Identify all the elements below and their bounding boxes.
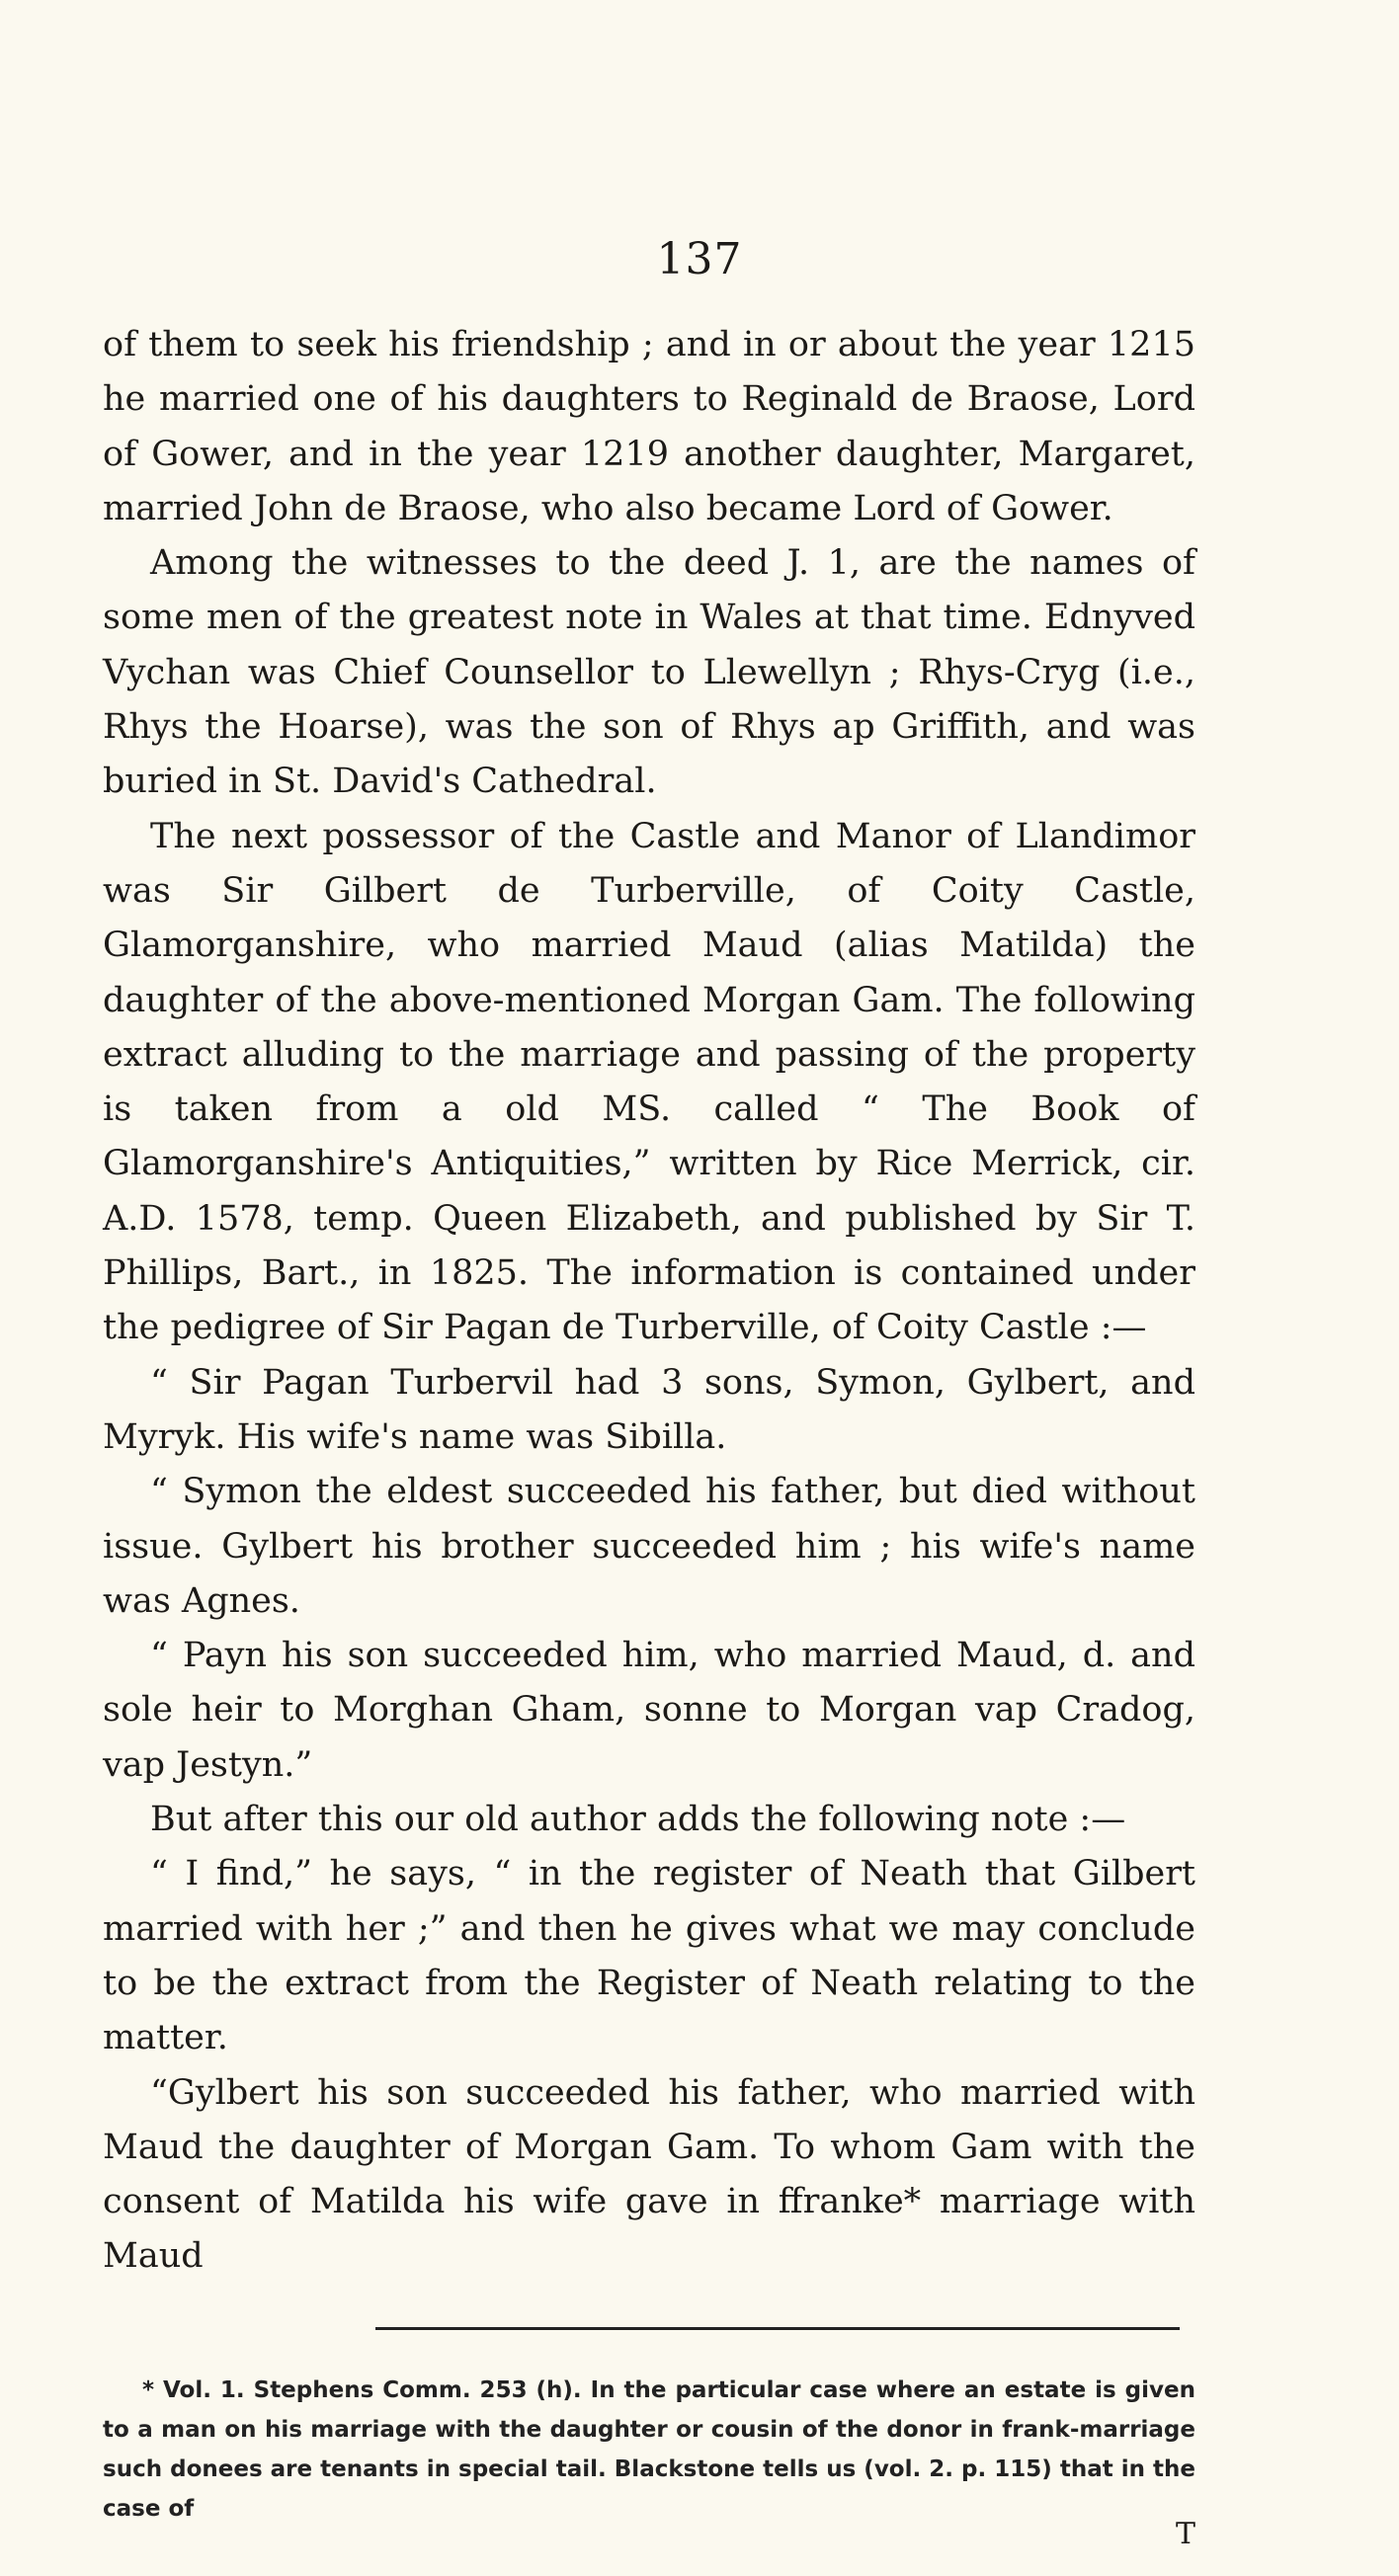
quote-paragraph-2: “ Symon the eldest succeeded his father, but died without issue. Gylbert his brother succeeded him ; his wife's name was Agnes. <box>103 1472 1195 1621</box>
paragraph-3: The next possessor of the Castle and Manor of Llandimor was Sir Gilbert de Turberville, of Coity Castle, Glamorganshire, who married Maud (alias Matilda) the daughter of the above-mentioned Morgan Gam. The following extract alluding to the marriage and passing of the property is taken from a old MS. called “ The Book of Glamorganshire's Antiquities,” written by Rice Merrick, cir. A.D. 1578, temp. Queen Elizabeth, and published by Sir T. Phillips, Bart., in 1825. The information is contained under the pedigree of Sir Pagan de Turberville, of Coity Castle :— <box>103 816 1195 1348</box>
quote-paragraph-3: “ Payn his son succeeded him, who married Maud, d. and sole heir to Morghan Gham, sonne to Morgan vap Cradog, vap Jestyn.” <box>103 1636 1195 1785</box>
quote-paragraph-5: “Gylbert his son succeeded his father, who married with Maud the daughter of Morgan Gam. To whom Gam with the consent of Matilda his wife gave in ffranke* marriage with Maud <box>103 2072 1195 2277</box>
body-text <box>103 318 1195 2285</box>
paragraph-2: Among the witnesses to the deed J. 1, are the names of some men of the greatest note in Wales at that time. Ednyved Vychan was Chief Counsellor to Llewellyn ; Rhys-Cryg (i.e., Rhys the Hoarse), was the son of Rhys ap Griffith, and was buried in St. David's Cathedral. <box>103 543 1195 802</box>
footnote-divider <box>375 2327 1180 2330</box>
paragraph-4: But after this our old author adds the following note :— <box>150 1800 1126 1840</box>
quote-paragraph-4: “ I find,” he says, “ in the register of Neath that Gilbert married with her ;” and then he gives what we may conclude to be the extract from the Register of Neath relating to the matter. <box>103 1854 1195 2058</box>
signature-mark: T <box>1175 2517 1195 2551</box>
quote-paragraph-1: “ Sir Pagan Turbervil had 3 sons, Symon, Gylbert, and Myryk. His wife's name was Sibilla. <box>103 1362 1195 1457</box>
paragraph-1: of them to seek his friendship ; and in or about the year 1215 he married one of his daughters to Reginald de Braose, Lord of Gower, and in the year 1219 another daughter, Margaret, married John de Braose, who also became Lord of Gower. <box>103 325 1195 528</box>
footnote: * Vol. 1. Stephens Comm. 253 (h). In the particular case where an estate is given to a man on his marriage with the daughter or cousin of the donor in frank-marriage such donees are tenants in special tail. Blackstone tells us (vol. 2. p. 115) that in the case of <box>103 2377 1195 2522</box>
page-number: 137 <box>656 234 743 284</box>
